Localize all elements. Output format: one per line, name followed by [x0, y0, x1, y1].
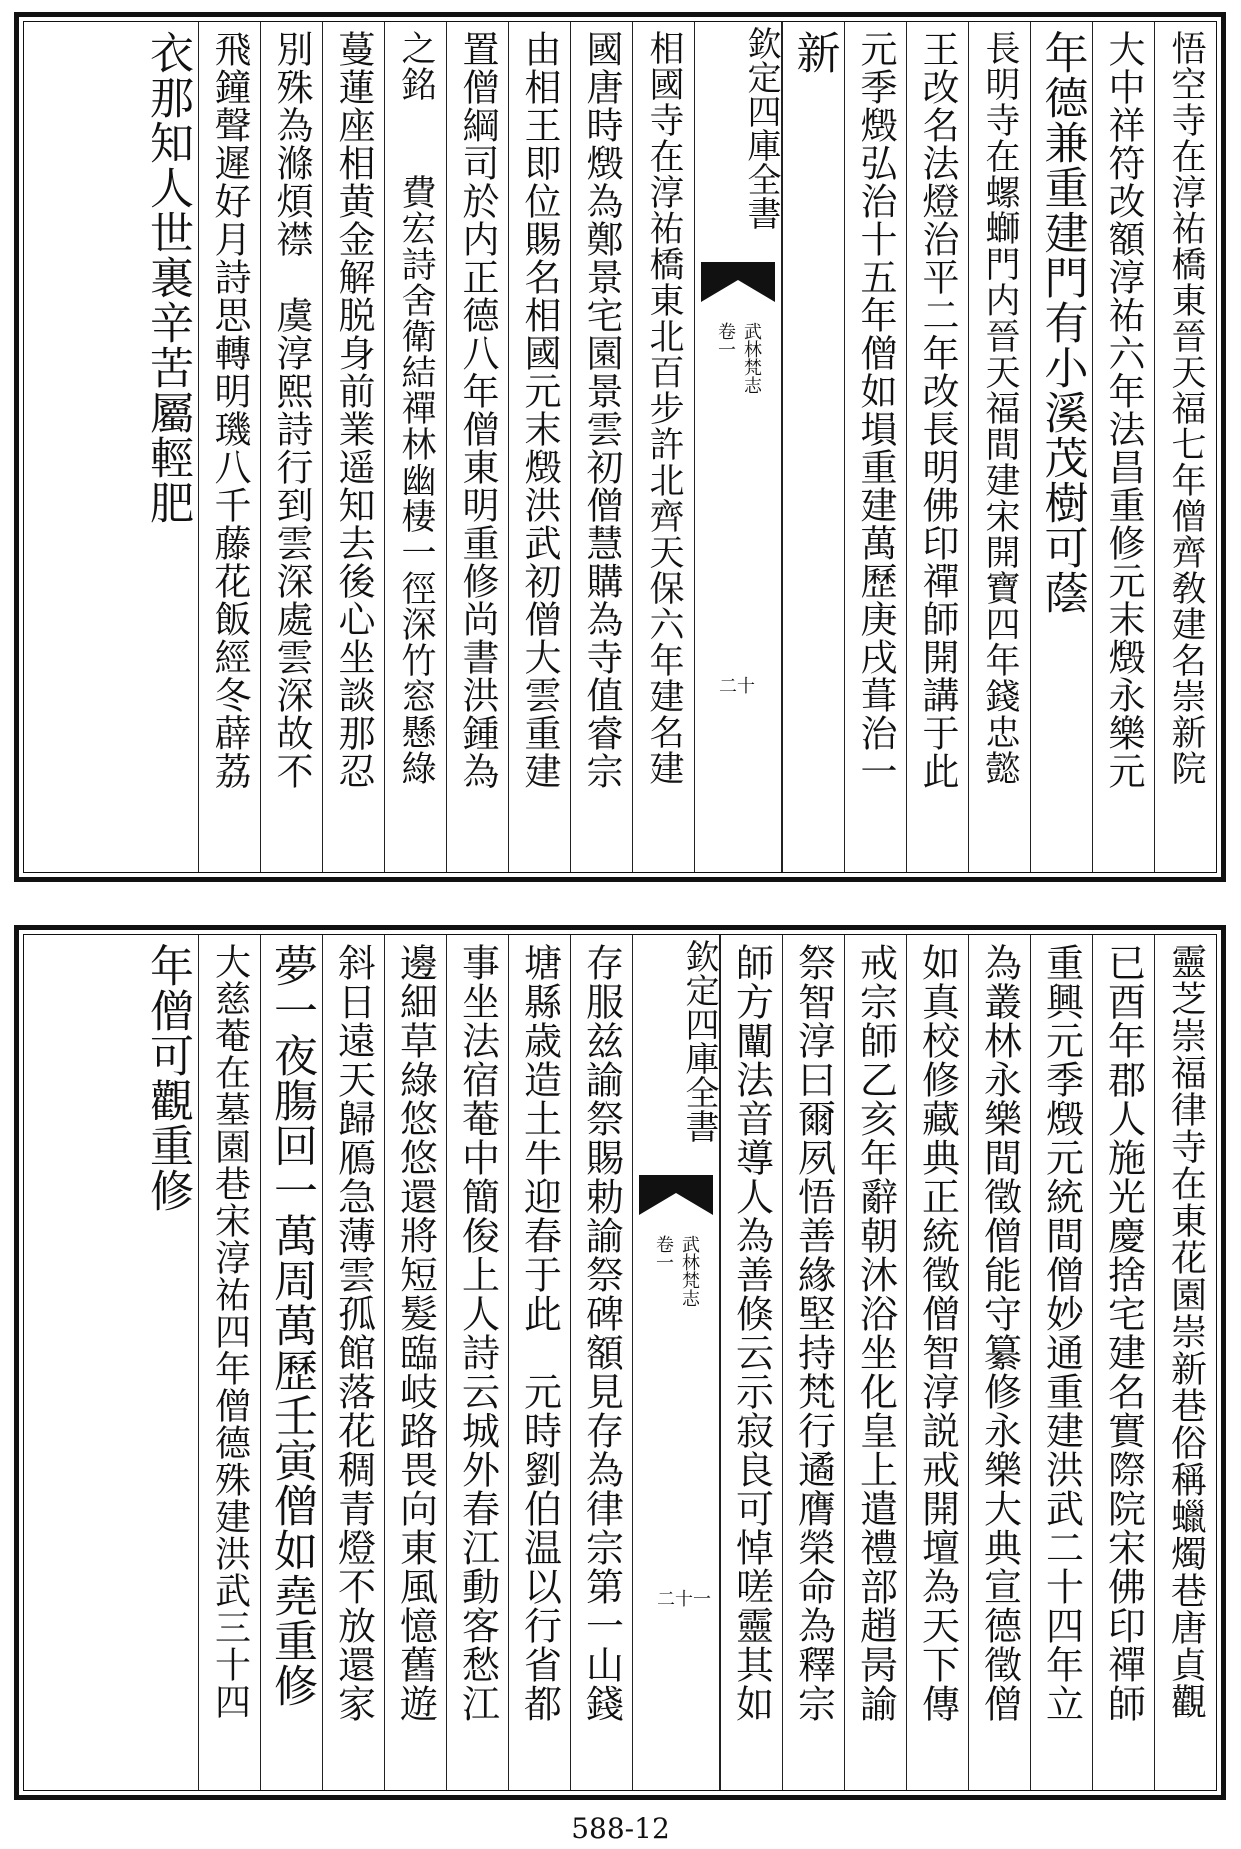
text-column: [446, 22, 508, 872]
text-column: [384, 22, 446, 872]
column-text: 夢一夜膓回一萬周萬歷壬寅僧如堯重修: [266, 943, 317, 1708]
column-text: 存服兹諭祭賜勅諭祭碑額見存為律宗第一山錢: [579, 943, 624, 1723]
text-column: [322, 22, 384, 872]
fish-tail-mark: [701, 262, 775, 302]
page-number: 588-12: [571, 1812, 670, 1845]
text-column: [322, 935, 384, 1790]
text-column: [198, 935, 260, 1790]
text-column: [782, 22, 844, 872]
book-caption: 武林梵志: [741, 322, 762, 394]
text-column: [844, 22, 906, 872]
book-caption: 武林梵志: [679, 1235, 700, 1307]
book-title: 欽定四庫全書: [679, 939, 719, 1143]
lower-page: [14, 925, 1226, 1800]
text-column: [508, 935, 570, 1790]
text-column: [1154, 22, 1216, 872]
fish-tail-mark: [639, 1175, 713, 1215]
text-column: [632, 22, 694, 872]
column-text: 大慈菴在墓園巷宋淳祐四年僧德殊建洪武三十四: [209, 943, 251, 1720]
column-text: 相國寺在淳祐橋東北百步許北齊天保六年建名建: [644, 30, 684, 786]
text-column: [1154, 935, 1216, 1790]
column-text: 長明寺在螺螄門内晉天福間建宋開寶四年錢忠懿: [980, 30, 1020, 786]
text-column: [260, 935, 322, 1790]
text-column: [198, 22, 260, 872]
column-text: 蔓蓮座相黄金解脱身前業遥知去後心坐談那忍: [332, 30, 375, 790]
column-text: 靈芝崇福律寺在東花園崇新巷俗稱蠟燭巷唐貞觀: [1165, 943, 1207, 1720]
center-fold: [694, 22, 782, 872]
text-column: [508, 22, 570, 872]
volume-caption: 卷一: [715, 322, 736, 358]
text-column: [136, 935, 198, 1790]
text-column: [782, 935, 844, 1790]
column-text: 師方闡法音導人為善倏云示寂良可悼嗟靈其如: [729, 943, 774, 1723]
text-column: [446, 935, 508, 1790]
text-column: [844, 935, 906, 1790]
column-text: 年僧可觀重修: [142, 943, 193, 1213]
column-text: 國唐時燬為鄭景宅園景雲初僧慧購為寺值睿宗: [580, 30, 623, 790]
text-column: [570, 935, 632, 1790]
leaf-number: 二十: [719, 676, 755, 697]
center-fold: [632, 935, 720, 1790]
column-text: 事坐法宿菴中簡俊上人詩云城外春江動客愁江: [455, 943, 500, 1723]
column-text: 之銘 費宏詩舍衛結禪林幽棲一徑深竹窓懸綠: [396, 30, 436, 786]
column-text: 為叢林永樂間徵僧能守纂修永樂大典宣德徵僧: [977, 943, 1022, 1723]
text-column: [384, 935, 446, 1790]
upper-columns: [24, 22, 1216, 872]
column-text: 元季燬弘治十五年僧如塤重建萬歷庚戌葺治一: [854, 30, 897, 790]
column-text: 祭智淳曰爾夙悟善緣堅持梵行遹膺榮命為釋宗: [791, 943, 836, 1723]
column-text: 新: [788, 30, 840, 75]
text-column: [906, 22, 968, 872]
text-column: [1092, 22, 1154, 872]
text-column: [260, 22, 322, 872]
text-column: [136, 22, 198, 872]
column-text: 邊細草綠悠悠還將短髮臨岐路畏向東風憶舊遊: [393, 943, 438, 1723]
column-text: 如真校修藏典正統徵僧智淳説戒開壇為天下傳: [915, 943, 960, 1723]
column-text: 斜日遠天歸鴈急薄雲孤館落花稠青燈不放還家: [331, 943, 376, 1723]
column-text: 已酉年郡人施光慶捨宅建名實際院宋佛印禪師: [1101, 943, 1146, 1723]
column-text: 置僧綱司於内正德八年僧東明重修尚書洪鍾為: [456, 30, 499, 790]
text-column: [968, 22, 1030, 872]
text-column: [720, 935, 782, 1790]
text-column: [1092, 935, 1154, 1790]
text-column: [968, 935, 1030, 1790]
column-text: 王改名法燈治平二年改長明佛印禪師開講于此: [916, 30, 959, 790]
column-text: 年德兼重建門有小溪茂樹可蔭: [1036, 30, 1088, 615]
column-text: 塘縣歳造土牛迎春于此 元時劉伯温以行省都: [517, 943, 562, 1723]
column-text: 悟空寺在淳祐橋東晉天福七年僧齊敎建名崇新院: [1166, 30, 1206, 786]
text-column: [906, 935, 968, 1790]
text-column: [1030, 935, 1092, 1790]
column-text: 飛鐘聲遲好月詩思轉明璣八千藤花飯經冬薜荔: [208, 30, 251, 790]
column-text: 大中祥符改額淳祐六年法昌重修元末燬永樂元: [1102, 30, 1145, 790]
volume-caption: 卷一: [653, 1235, 674, 1271]
column-text: 由相王即位賜名相國元末燬洪武初僧大雲重建: [518, 30, 561, 790]
leaf-number: 二十一: [657, 1589, 711, 1610]
upper-page: [14, 12, 1226, 882]
column-text: 重興元季燬元統間僧妙通重建洪武二十四年立: [1039, 943, 1084, 1723]
column-text: 別殊為滌煩襟 虞淳熙詩行到雲深處雲深故不: [270, 30, 313, 790]
text-column: [570, 22, 632, 872]
column-text: 戒宗師乙亥年辭朝沐浴坐化皇上遣禮部趙昺諭: [853, 943, 898, 1723]
upper-page-frame: [23, 21, 1217, 873]
lower-page-frame: [23, 934, 1217, 1791]
lower-columns: [24, 935, 1216, 1790]
book-title: 欽定四庫全書: [741, 26, 781, 230]
text-column: [1030, 22, 1092, 872]
column-text: 衣那知人世裏辛苦屬輕肥: [142, 30, 193, 525]
